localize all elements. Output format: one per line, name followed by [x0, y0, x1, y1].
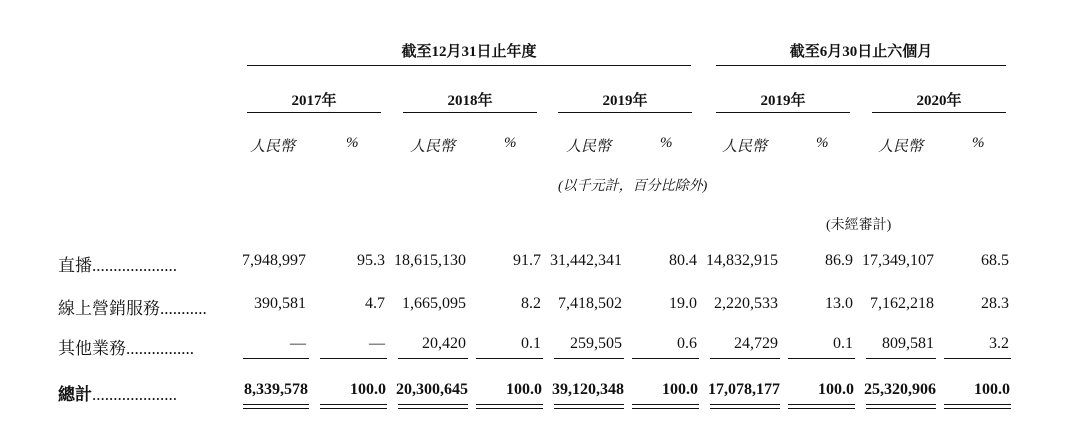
- subtotal-rule: [554, 358, 624, 359]
- year-rule: [872, 112, 1006, 113]
- row-label-text: 線上營銷服務: [58, 299, 160, 318]
- unit-percent: %: [660, 135, 673, 151]
- total-double-rule: [788, 404, 855, 409]
- total-double-rule: [554, 404, 624, 409]
- row-label-total: [58, 380, 177, 405]
- table-cell: 68.5: [981, 252, 1009, 269]
- year-header-2019: 2019年: [602, 93, 648, 109]
- table-cell: 2,220,533: [714, 295, 778, 312]
- table-cell: —: [290, 335, 306, 352]
- group-rule-interim: [716, 65, 1006, 66]
- table-cell: 0.1: [833, 335, 853, 352]
- table-cell: 259,505: [570, 335, 622, 352]
- total-cell: 25,320,906: [864, 381, 936, 398]
- total-cell: 20,300,645: [396, 381, 468, 398]
- group-rule-annual: [247, 65, 691, 66]
- table-cell: 95.3: [357, 252, 385, 269]
- subtotal-rule: [710, 358, 780, 359]
- total-double-rule: [710, 404, 780, 409]
- leader-dots: ....................: [92, 385, 177, 404]
- total-double-rule: [944, 404, 1011, 409]
- year-rule: [716, 112, 850, 113]
- table-cell: 80.4: [669, 252, 697, 269]
- table-cell: 28.3: [981, 295, 1009, 312]
- row-label-other-business: [58, 334, 194, 359]
- table-cell: 31,442,341: [550, 252, 622, 269]
- table-cell: 19.0: [669, 295, 697, 312]
- table-cell: 0.6: [677, 335, 697, 352]
- leader-dots: ...........: [160, 299, 207, 318]
- total-double-rule: [320, 404, 387, 409]
- year-rule: [247, 112, 381, 113]
- unaudited-note: (未經審計): [826, 218, 892, 233]
- table-cell: 8.2: [521, 295, 541, 312]
- total-cell: 100.0: [506, 381, 542, 398]
- row-label-text: 總計: [58, 385, 92, 404]
- unit-note: (以千元計，百分比除外): [558, 179, 708, 194]
- unit-percent: %: [816, 135, 829, 151]
- table-cell: 3.2: [989, 335, 1009, 352]
- table-cell: 91.7: [513, 252, 541, 269]
- table-cell: 86.9: [825, 252, 853, 269]
- total-double-rule: [476, 404, 543, 409]
- total-cell: 100.0: [350, 381, 386, 398]
- year-rule: [558, 112, 692, 113]
- subtotal-rule: [476, 358, 543, 359]
- table-cell: —: [369, 335, 385, 352]
- table-cell: 390,581: [254, 295, 306, 312]
- total-cell: 8,339,578: [244, 381, 308, 398]
- table-cell: 17,349,107: [862, 252, 934, 269]
- table-cell: 0.1: [521, 335, 541, 352]
- table-cell: 809,581: [882, 335, 934, 352]
- total-cell: 100.0: [662, 381, 698, 398]
- year-rule: [403, 112, 537, 113]
- table-cell: 20,420: [422, 335, 466, 352]
- subtotal-rule: [632, 358, 699, 359]
- unit-currency: 人民幣: [566, 139, 612, 155]
- group-header-interim: 截至6月30日止六個月: [789, 44, 933, 60]
- subtotal-rule: [866, 358, 936, 359]
- row-label-online-marketing: [58, 294, 207, 319]
- subtotal-rule: [944, 358, 1011, 359]
- table-cell: 7,162,218: [870, 295, 934, 312]
- year-header-2018: 2018年: [447, 93, 493, 109]
- total-cell: 100.0: [974, 381, 1010, 398]
- unit-percent: %: [504, 135, 517, 151]
- subtotal-rule: [320, 358, 387, 359]
- group-header-annual: 截至12月31日止年度: [401, 44, 537, 60]
- year-header-2017: 2017年: [291, 93, 337, 109]
- total-double-rule: [632, 404, 699, 409]
- table-cell: 7,948,997: [242, 252, 306, 269]
- year-header-2020-interim: 2020年: [916, 93, 962, 109]
- unit-currency: 人民幣: [250, 139, 296, 155]
- table-cell: 13.0: [825, 295, 853, 312]
- unit-currency: 人民幣: [878, 139, 924, 155]
- unit-percent: %: [346, 135, 359, 151]
- subtotal-rule: [788, 358, 855, 359]
- total-cell: 100.0: [818, 381, 854, 398]
- table-cell: 4.7: [365, 295, 385, 312]
- subtotal-rule: [243, 358, 309, 359]
- subtotal-rule: [398, 358, 468, 359]
- table-cell: 1,665,095: [402, 295, 466, 312]
- table-cell: 14,832,915: [706, 252, 778, 269]
- table-cell: 7,418,502: [558, 295, 622, 312]
- table-cell: 18,615,130: [394, 252, 466, 269]
- leader-dots: ................: [126, 339, 194, 358]
- total-double-rule: [243, 404, 309, 409]
- total-double-rule: [398, 404, 468, 409]
- total-cell: 17,078,177: [708, 381, 780, 398]
- row-label-text: 其他業務: [58, 339, 126, 358]
- unit-percent: %: [972, 135, 985, 151]
- unit-currency: 人民幣: [410, 139, 456, 155]
- year-header-2019-interim: 2019年: [760, 93, 806, 109]
- leader-dots: ....................: [92, 256, 177, 275]
- total-double-rule: [866, 404, 936, 409]
- row-label-live-streaming: [58, 251, 177, 276]
- total-cell: 39,120,348: [552, 381, 624, 398]
- unit-currency: 人民幣: [722, 139, 768, 155]
- table-cell: 24,729: [734, 335, 778, 352]
- row-label-text: 直播: [58, 256, 92, 275]
